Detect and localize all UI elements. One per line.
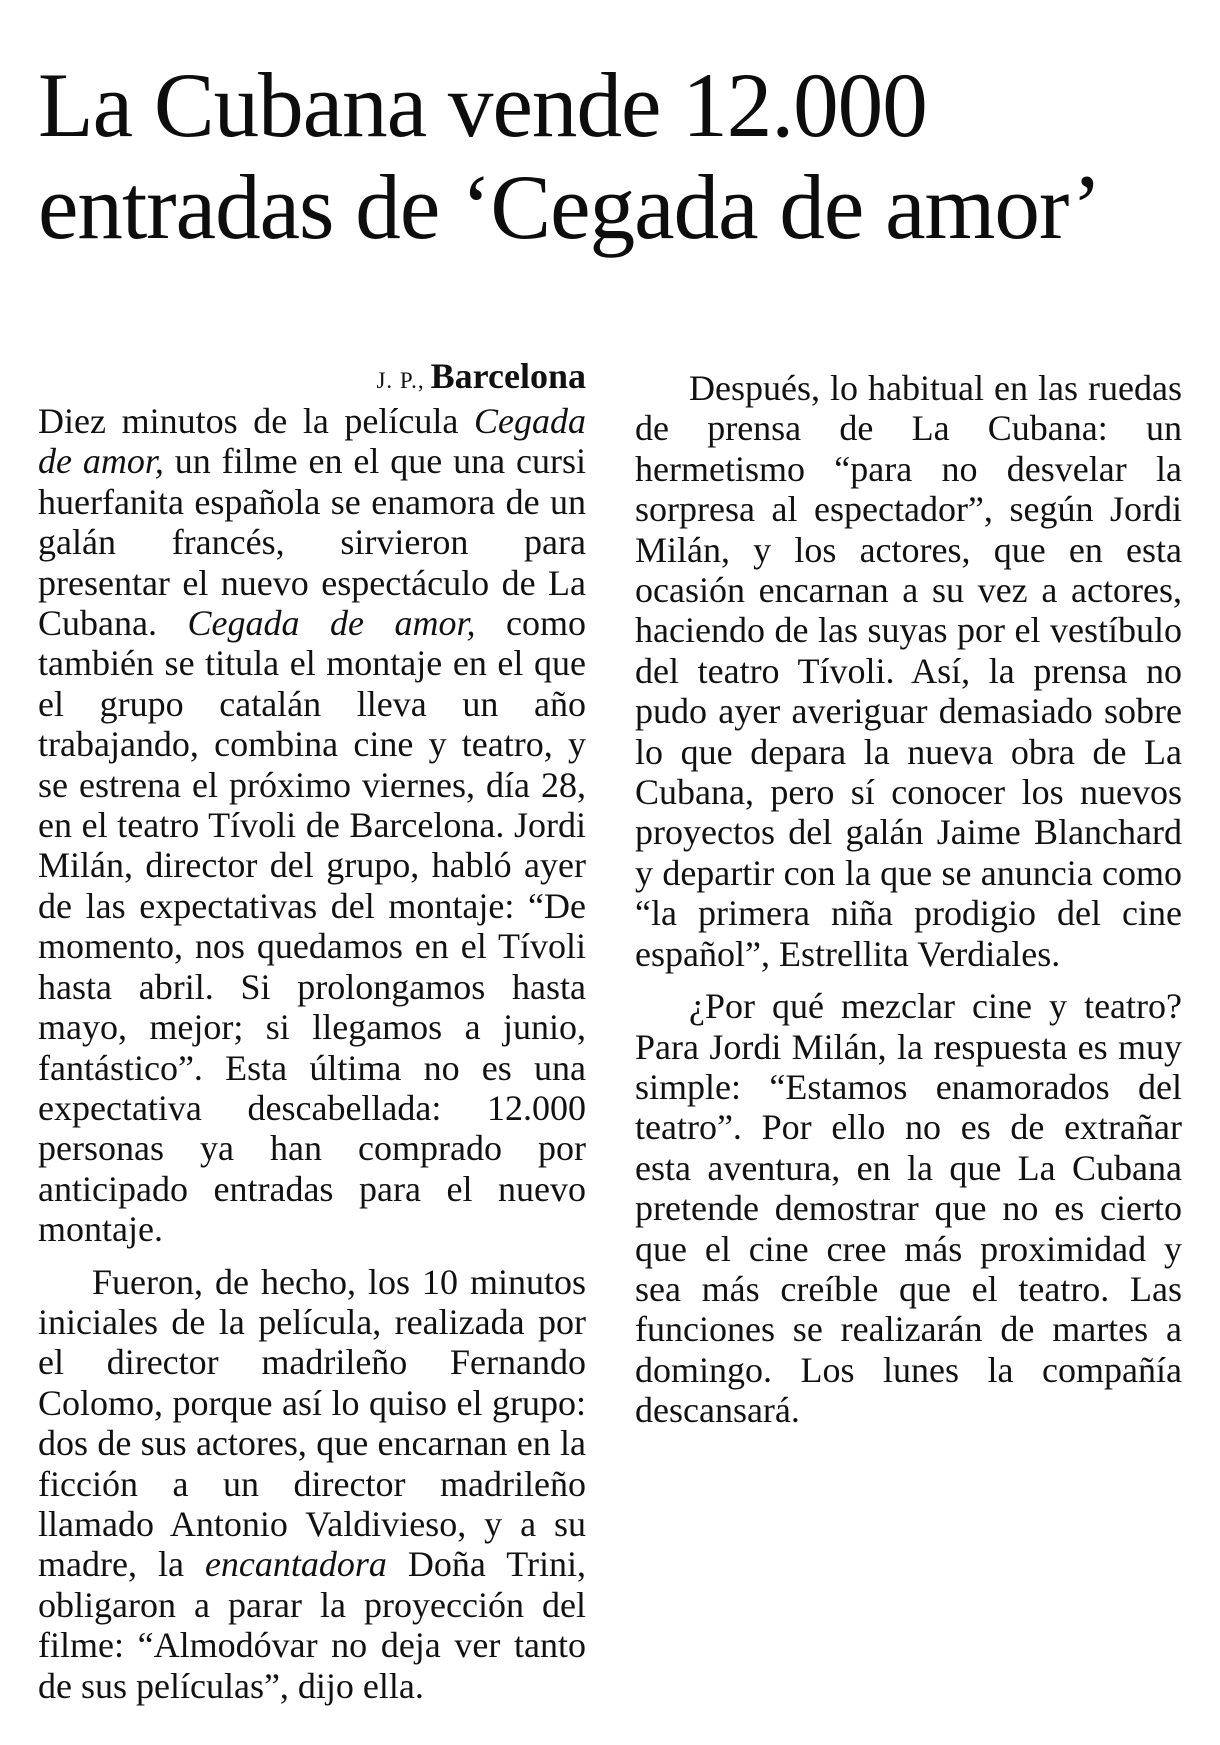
- p2-italic-word: encantadora: [204, 1544, 387, 1585]
- p1-text-c: un filme en el que una cursi huerfanita española se enamora de un galán francés, sirvieron para presentar el nuevo espectáculo de La Cubana.: [38, 441, 586, 644]
- p2-text-a: Fueron, de hecho, los 10 minutos iniciales de la película, realizada por el director madrileño Fernando Colomo, porque así lo quiso el grupo: dos de sus actores, que encarnan en la ficción a un director madrileño llamado Antonio Valdivieso, y a su madre, la: [38, 1261, 586, 1585]
- p1-text-a: Diez minutos de la película: [38, 401, 474, 441]
- paragraph-3: Después, lo habitual en las ruedas de prensa de La Cubana: un hermetismo “para no desvelar la sorpresa al espectador”, según Jordi Milán, y los actores, que en esta ocasión encarnan a su vez a actores, haciendo de las suyas por el vestíbulo del teatro Tívoli. Así, la prensa no pudo ayer averiguar demasiado sobre lo que depara la nueva obra de La Cubana, pero sí conocer los nuevos proyectos del galán Jaime Blanchard y departir con la que se anuncia como “la primera niña prodigio del cine español”, Estrellita Verdiales.: [635, 368, 1182, 974]
- article-headline: [38, 54, 1177, 258]
- film-title-italic: Cegada de amor,: [38, 401, 586, 482]
- headline-line-1: La Cubana vende 12.000: [38, 54, 927, 156]
- article-column-right: [635, 356, 1182, 1431]
- article-column-left: [38, 356, 586, 1706]
- p1-text-e: como también se titula el montaje en el que el grupo catalán lleva un año trabajando, combina cine y teatro, y se estrena el próximo viernes, día 28, en el teatro Tívoli de Barcelona. Jordi Milán, director del grupo, habló ayer de las expectativas del montaje: “De momento, nos quedamos en el Tívoli hasta abril. Si prolongamos hasta mayo, mejor; si llegamos a junio, fantástico”. Esta última no es una expectativa descabellada: 12.000 personas ya han comprado por anticipado entradas para el nuevo montaje.: [38, 603, 586, 1250]
- p2-text-c: Doña Trini, obligaron a parar la proyección del filme: “Almodóvar no deja ver tanto de sus películas”, dijo ella.: [38, 1544, 586, 1706]
- author-initials: J. P.,: [376, 368, 425, 393]
- paragraph-1: [38, 401, 586, 1250]
- headline-line-2: entradas de ‘Cegada de amor’: [38, 156, 1102, 258]
- byline: [38, 356, 586, 401]
- paragraph-4: ¿Por qué mezclar cine y teatro? Para Jordi Milán, la respuesta es muy simple: “Estamos enamorados del teatro”. Por ello no es de extrañar esta aventura, en la que La Cubana pretende demostrar que no es cierto que el cine cree más proximidad y sea más creíble que el teatro. Las funciones se realizarán de martes a domingo. Los lunes la compañía descansará.: [635, 986, 1182, 1431]
- show-title-italic: Cegada de amor,: [187, 603, 476, 644]
- paragraph-2: [38, 1262, 586, 1706]
- byline-city: Barcelona: [430, 356, 586, 396]
